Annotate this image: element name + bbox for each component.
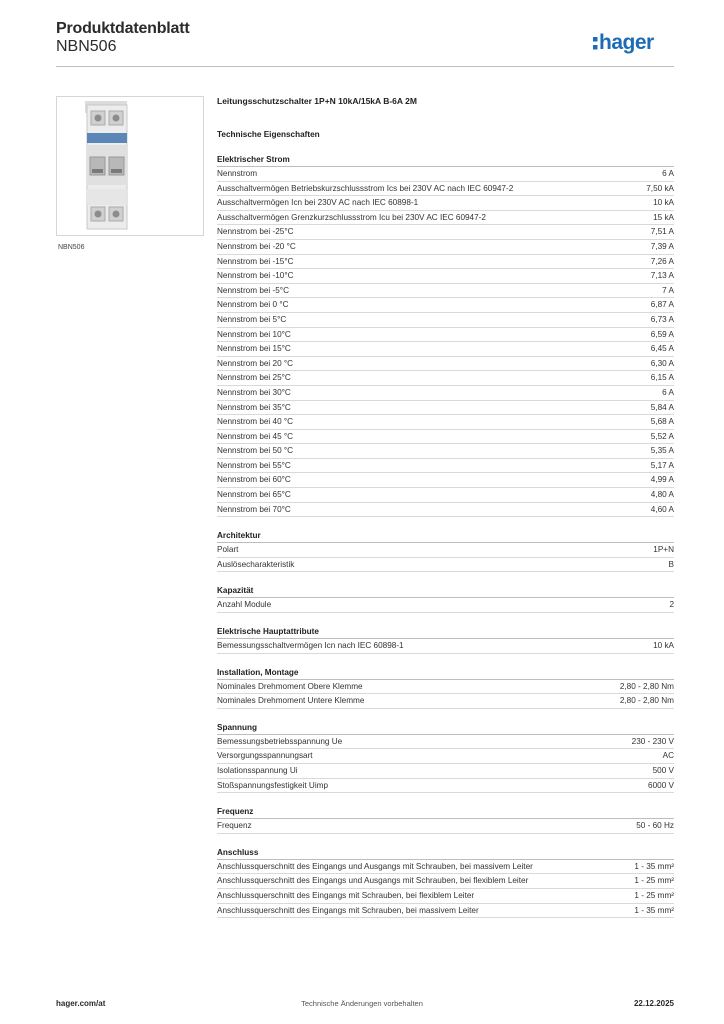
circuit-breaker-image [56, 96, 204, 236]
spec-label: Bemessungsbetriebsspannung Ue [217, 736, 343, 746]
spec-label: Nennstrom bei 25°C [217, 373, 291, 383]
spec-label: Nennstrom bei 15°C [217, 344, 291, 354]
spec-row [217, 211, 674, 226]
spec-value: 4,60 A [650, 504, 674, 514]
spec-value: 1P+N [653, 545, 674, 555]
spec-label: Anschlussquerschnitt des Eingangs und Ausgangs mit Schrauben, bei massivem Leiter [217, 861, 533, 871]
spec-row [217, 639, 674, 654]
spec-row [217, 598, 674, 613]
spec-value: 6,45 A [650, 344, 674, 354]
spec-label: Nennstrom bei 40 °C [217, 417, 294, 427]
section-gap [217, 572, 674, 584]
spec-label: Nominales Drehmoment Obere Klemme [217, 681, 363, 691]
spec-value: 5,17 A [650, 460, 674, 470]
spec-row [217, 889, 674, 904]
spec-row [217, 764, 674, 779]
section-gap [217, 654, 674, 666]
spec-label: Anzahl Module [217, 600, 272, 610]
spec-row [217, 430, 674, 445]
spec-label: Isolationsspannung Ui [217, 766, 298, 775]
spec-label: Anschlussquerschnitt des Eingangs mit Schrauben, bei massivem Leiter [217, 905, 479, 915]
spec-value: 7,50 kA [646, 183, 674, 193]
spec-value: 6,30 A [650, 358, 674, 368]
section-title: Installation, Montage [217, 666, 674, 680]
spec-value: 6,87 A [650, 300, 674, 310]
spec-value: 6 A [662, 387, 674, 397]
spec-label: Nominales Drehmoment Untere Klemme [217, 696, 365, 706]
spec-label: Ausschaltvermögen Grenzkurzschlussstrom Icu bei 230V AC IEC 60947-2 [217, 212, 486, 222]
footer-website-link[interactable]: hager.com/at [56, 999, 106, 1008]
image-caption: NBN506 [58, 244, 85, 251]
spec-row [217, 342, 674, 357]
spec-value: AC [662, 751, 674, 761]
spec-row [217, 680, 674, 695]
spec-value: B [668, 559, 674, 569]
spec-row [217, 860, 674, 875]
spec-label: Versorgungsspannungsart [217, 751, 313, 761]
spec-value: 5,52 A [650, 431, 674, 441]
spec-value: 15 kA [653, 212, 674, 222]
footer-disclaimer: Technische Änderungen vorbehalten [301, 999, 423, 1008]
spec-value: 1 - 25 mm² [634, 890, 674, 900]
spec-value: 6,59 A [650, 329, 674, 339]
section-gap [217, 613, 674, 625]
spec-label: Nennstrom bei 35°C [217, 402, 291, 412]
spec-label: Anschlussquerschnitt des Eingangs mit Schrauben, bei flexiblem Leiter [217, 890, 475, 900]
section-title: Kapazität [217, 584, 674, 598]
spec-row [217, 874, 674, 889]
spec-sections [217, 153, 674, 918]
product-name: Leitungsschutzschalter 1P+N 10kA/15kA B-6A 2M [217, 96, 417, 106]
spec-label: Frequenz [217, 821, 252, 831]
spec-row [217, 415, 674, 430]
spec-row [217, 779, 674, 794]
spec-label: Nennstrom bei 65°C [217, 490, 291, 500]
spec-value: 7,13 A [650, 271, 674, 281]
spec-row [217, 904, 674, 919]
spec-label: Nennstrom bei 0 °C [217, 300, 289, 310]
spec-value: 7,51 A [650, 227, 674, 237]
spec-label: Nennstrom bei -10°C [217, 271, 294, 281]
section-title: Frequenz [217, 805, 674, 819]
spec-value: 10 kA [653, 641, 674, 651]
section-gap [217, 517, 674, 529]
spec-row [217, 328, 674, 343]
spec-row [217, 543, 674, 558]
spec-label: Nennstrom bei 50 °C [217, 446, 294, 456]
spec-value: 230 - 230 V [631, 736, 674, 746]
svg-text:hager: hager [599, 31, 654, 54]
spec-row [217, 298, 674, 313]
spec-row [217, 694, 674, 709]
spec-row [217, 488, 674, 503]
spec-value: 1 - 35 mm² [634, 905, 674, 915]
spec-label: Nennstrom bei 45 °C [217, 431, 294, 441]
spec-row [217, 313, 674, 328]
spec-row [217, 255, 674, 270]
spec-label: Nennstrom bei 10°C [217, 329, 291, 339]
spec-label: Nennstrom bei 30°C [217, 387, 291, 397]
spec-label: Nennstrom bei -25°C [217, 227, 294, 237]
spec-label: Nennstrom bei 55°C [217, 460, 291, 470]
footer-date: 22.12.2025 [633, 999, 674, 1008]
spec-row [217, 225, 674, 240]
spec-value: 5,84 A [650, 402, 674, 412]
spec-value: 5,35 A [650, 446, 674, 456]
spec-value: 2,80 - 2,80 Nm [619, 681, 674, 691]
spec-row [217, 167, 674, 182]
spec-row [217, 819, 674, 834]
spec-label: Nennstrom bei 20 °C [217, 358, 294, 368]
spec-label: Nennstrom bei -5°C [217, 285, 289, 295]
hager-logo [592, 24, 674, 56]
spec-row [217, 269, 674, 284]
spec-label: Nennstrom bei 60°C [217, 475, 291, 485]
spec-row [217, 735, 674, 750]
section-title: Architektur [217, 529, 674, 543]
spec-row [217, 240, 674, 255]
spec-row [217, 182, 674, 197]
spec-label: Ausschaltvermögen Betriebskurzschlussstrom Ics bei 230V AC nach IEC 60947-2 [217, 183, 514, 193]
header-divider [56, 66, 674, 67]
spec-row [217, 284, 674, 299]
spec-value: 5,68 A [650, 417, 674, 427]
spec-label: Stoßspannungsfestigkeit Uimp [217, 780, 329, 790]
spec-row [217, 459, 674, 474]
spec-value: 4,80 A [650, 490, 674, 500]
spec-label: Anschlussquerschnitt des Eingangs und Ausgangs mit Schrauben, bei flexiblem Leiter [217, 876, 529, 886]
spec-row [217, 558, 674, 573]
spec-label: Nennstrom bei 5°C [217, 314, 287, 324]
spec-label: Nennstrom bei -15°C [217, 256, 294, 266]
spec-row [217, 401, 674, 416]
spec-value: 2 [669, 600, 674, 610]
spec-label: Ausschaltvermögen Icn bei 230V AC nach IEC 60898-1 [217, 198, 419, 208]
spec-label: Nennstrom bei -20 °C [217, 241, 296, 251]
section-title: Spannung [217, 721, 674, 735]
spec-label: Nennstrom bei 70°C [217, 504, 291, 514]
spec-label: Nennstrom [217, 169, 258, 178]
spec-value: 50 - 60 Hz [636, 821, 674, 831]
section-title: Elektrischer Strom [217, 153, 674, 167]
spec-value: 2,80 - 2,80 Nm [619, 696, 674, 706]
section-gap [217, 834, 674, 846]
spec-row [217, 444, 674, 459]
spec-label: Polart [217, 545, 239, 555]
spec-label: Auslösecharakteristik [217, 559, 295, 569]
spec-value: 6,15 A [650, 373, 674, 383]
page-title: Produktdatenblatt [56, 20, 190, 37]
section-title: Elektrische Hauptattribute [217, 625, 674, 639]
spec-value: 7,26 A [650, 256, 674, 266]
product-code: NBN506 [56, 38, 117, 55]
spec-row [217, 749, 674, 764]
spec-value: 6000 V [648, 780, 674, 790]
spec-row [217, 386, 674, 401]
spec-value: 4,99 A [650, 475, 674, 485]
spec-row [217, 503, 674, 518]
section-title: Anschluss [217, 846, 674, 860]
spec-row [217, 196, 674, 211]
spec-row [217, 357, 674, 372]
spec-row [217, 473, 674, 488]
spec-value: 1 - 35 mm² [634, 861, 674, 871]
spec-value: 6,73 A [650, 314, 674, 324]
spec-value: 1 - 25 mm² [634, 876, 674, 886]
section-gap [217, 709, 674, 721]
spec-value: 7,39 A [650, 241, 674, 251]
spec-value: 6 A [662, 169, 674, 178]
spec-value: 500 V [652, 766, 674, 775]
technical-data [217, 95, 674, 918]
tech-section-title: Technische Eigenschaften [217, 130, 320, 139]
section-gap [217, 793, 674, 805]
spec-value: 7 A [662, 285, 674, 295]
spec-label: Bemessungsschaltvermögen Icn nach IEC 60898-1 [217, 641, 404, 651]
spec-row [217, 371, 674, 386]
spec-value: 10 kA [653, 198, 674, 208]
